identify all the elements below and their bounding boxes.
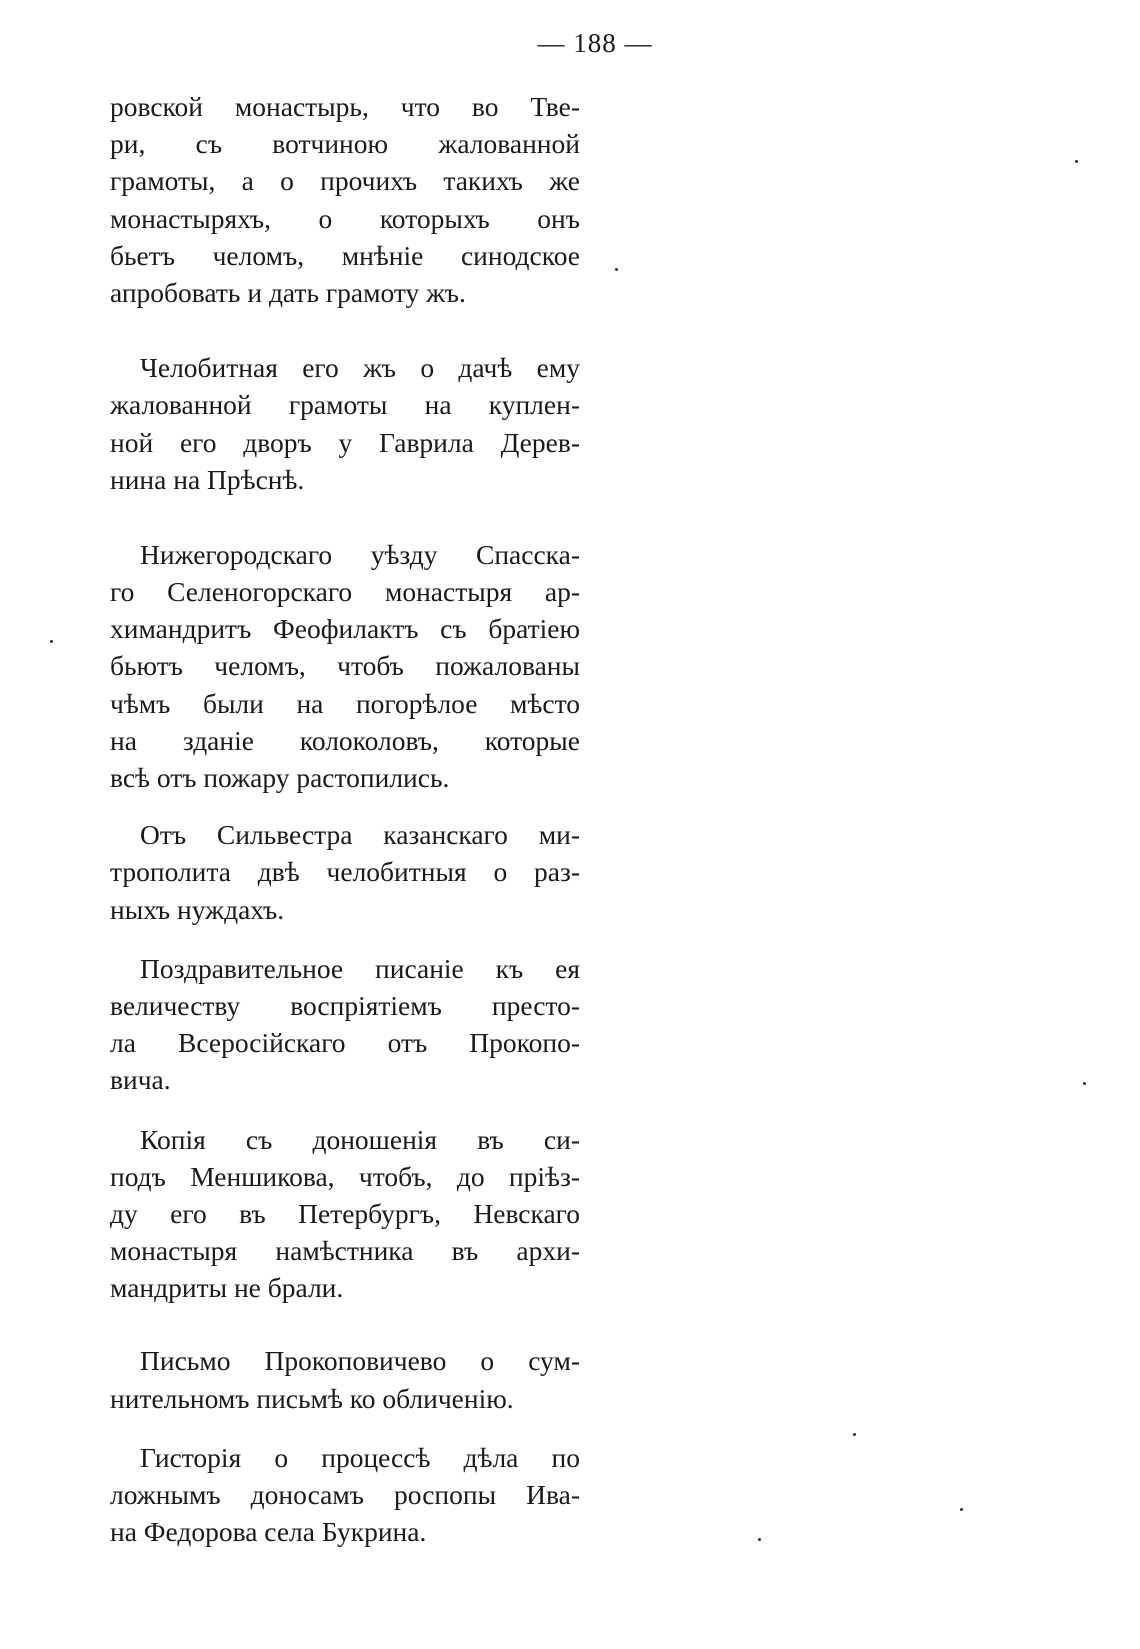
text-line: бьютъ челомъ, чтобъ пожалованы: [110, 650, 580, 682]
text-line: Нижегородскаго уѣзду Спасска-: [140, 538, 580, 570]
text-line: вича.: [110, 1064, 171, 1096]
text-line: трополита двѣ челобитныя о раз-: [110, 856, 580, 888]
text-line: Отъ Сильвестра казанскаго ми-: [140, 819, 580, 851]
paragraph-3: [110, 536, 580, 796]
paragraph-2: [110, 349, 580, 498]
text-line: чѣмъ были на погорѣлое мѣсто: [110, 687, 580, 719]
text-line: ныхъ нуждахъ.: [110, 893, 285, 925]
text-line: ровской монастырь, что во Тве-: [110, 91, 580, 122]
text-line: на Федорова села Букрина.: [110, 1516, 427, 1548]
paragraph-7: [110, 1342, 580, 1416]
paragraph-1: [110, 88, 580, 311]
text-line: монастыря намѣстника въ архи-: [110, 1235, 580, 1267]
paragraph-4: [110, 816, 580, 928]
text-line: бьетъ челомъ, мнѣніе синодское: [110, 239, 580, 271]
text-line: ной его дворъ у Гаврила Дерев-: [110, 426, 580, 458]
text-line: подъ Меншикова, чтобъ, до пріѣз-: [110, 1160, 580, 1192]
text-line: Поздравительное писаніе къ ея: [140, 952, 580, 984]
text-line: всѣ отъ пожару растопились.: [110, 762, 450, 793]
text-line: нительномъ письмѣ ко обличенію.: [110, 1382, 514, 1414]
text-line: нина на Прѣснѣ.: [110, 463, 305, 495]
text-line: апробовать и дать грамоту жъ.: [110, 276, 466, 308]
text-line: величеству воспріятіемъ престо-: [110, 989, 580, 1021]
scan-speck: [1083, 1082, 1086, 1085]
text-column: [110, 88, 580, 1586]
text-line: ложнымъ доносамъ роспопы Ива-: [110, 1479, 580, 1510]
text-line: химандритъ Феофилактъ съ братіею: [110, 613, 580, 645]
scan-speck: [1075, 160, 1078, 163]
scan-speck: [50, 640, 53, 643]
text-line: Копія съ доношенія въ си-: [140, 1123, 580, 1155]
paragraph-6: [110, 1121, 580, 1307]
text-line: на зданіе колоколовъ, которые: [110, 724, 580, 756]
text-line: жалованной грамоты на куплен-: [110, 389, 580, 421]
scan-speck: [960, 1508, 963, 1511]
scan-speck: [853, 1433, 856, 1436]
text-line: ла Всеросійскаго отъ Прокопо-: [110, 1027, 580, 1059]
text-line: Письмо Прокоповичево о сум-: [140, 1345, 580, 1377]
text-line: ри, съ вотчиною жалованной: [110, 128, 580, 160]
text-line: го Селеногорскаго монастыря ар-: [110, 576, 580, 608]
text-line: Челобитная его жъ о дачѣ ему: [140, 352, 580, 384]
text-line: мандриты не брали.: [110, 1272, 344, 1304]
paragraph-5: [110, 950, 580, 1099]
text-line: ду его въ Петербургъ, Невскаго: [110, 1197, 580, 1229]
page-number: — 188 —: [537, 28, 653, 58]
scan-speck: [615, 268, 618, 271]
paragraph-8: [110, 1439, 580, 1551]
text-line: Гисторія о процессѣ дѣла по: [140, 1441, 580, 1473]
text-line: грамоты, а о прочихъ такихъ же: [110, 165, 580, 197]
text-line: монастыряхъ, о которыхъ онъ: [110, 202, 580, 234]
scan-speck: [758, 1538, 761, 1541]
